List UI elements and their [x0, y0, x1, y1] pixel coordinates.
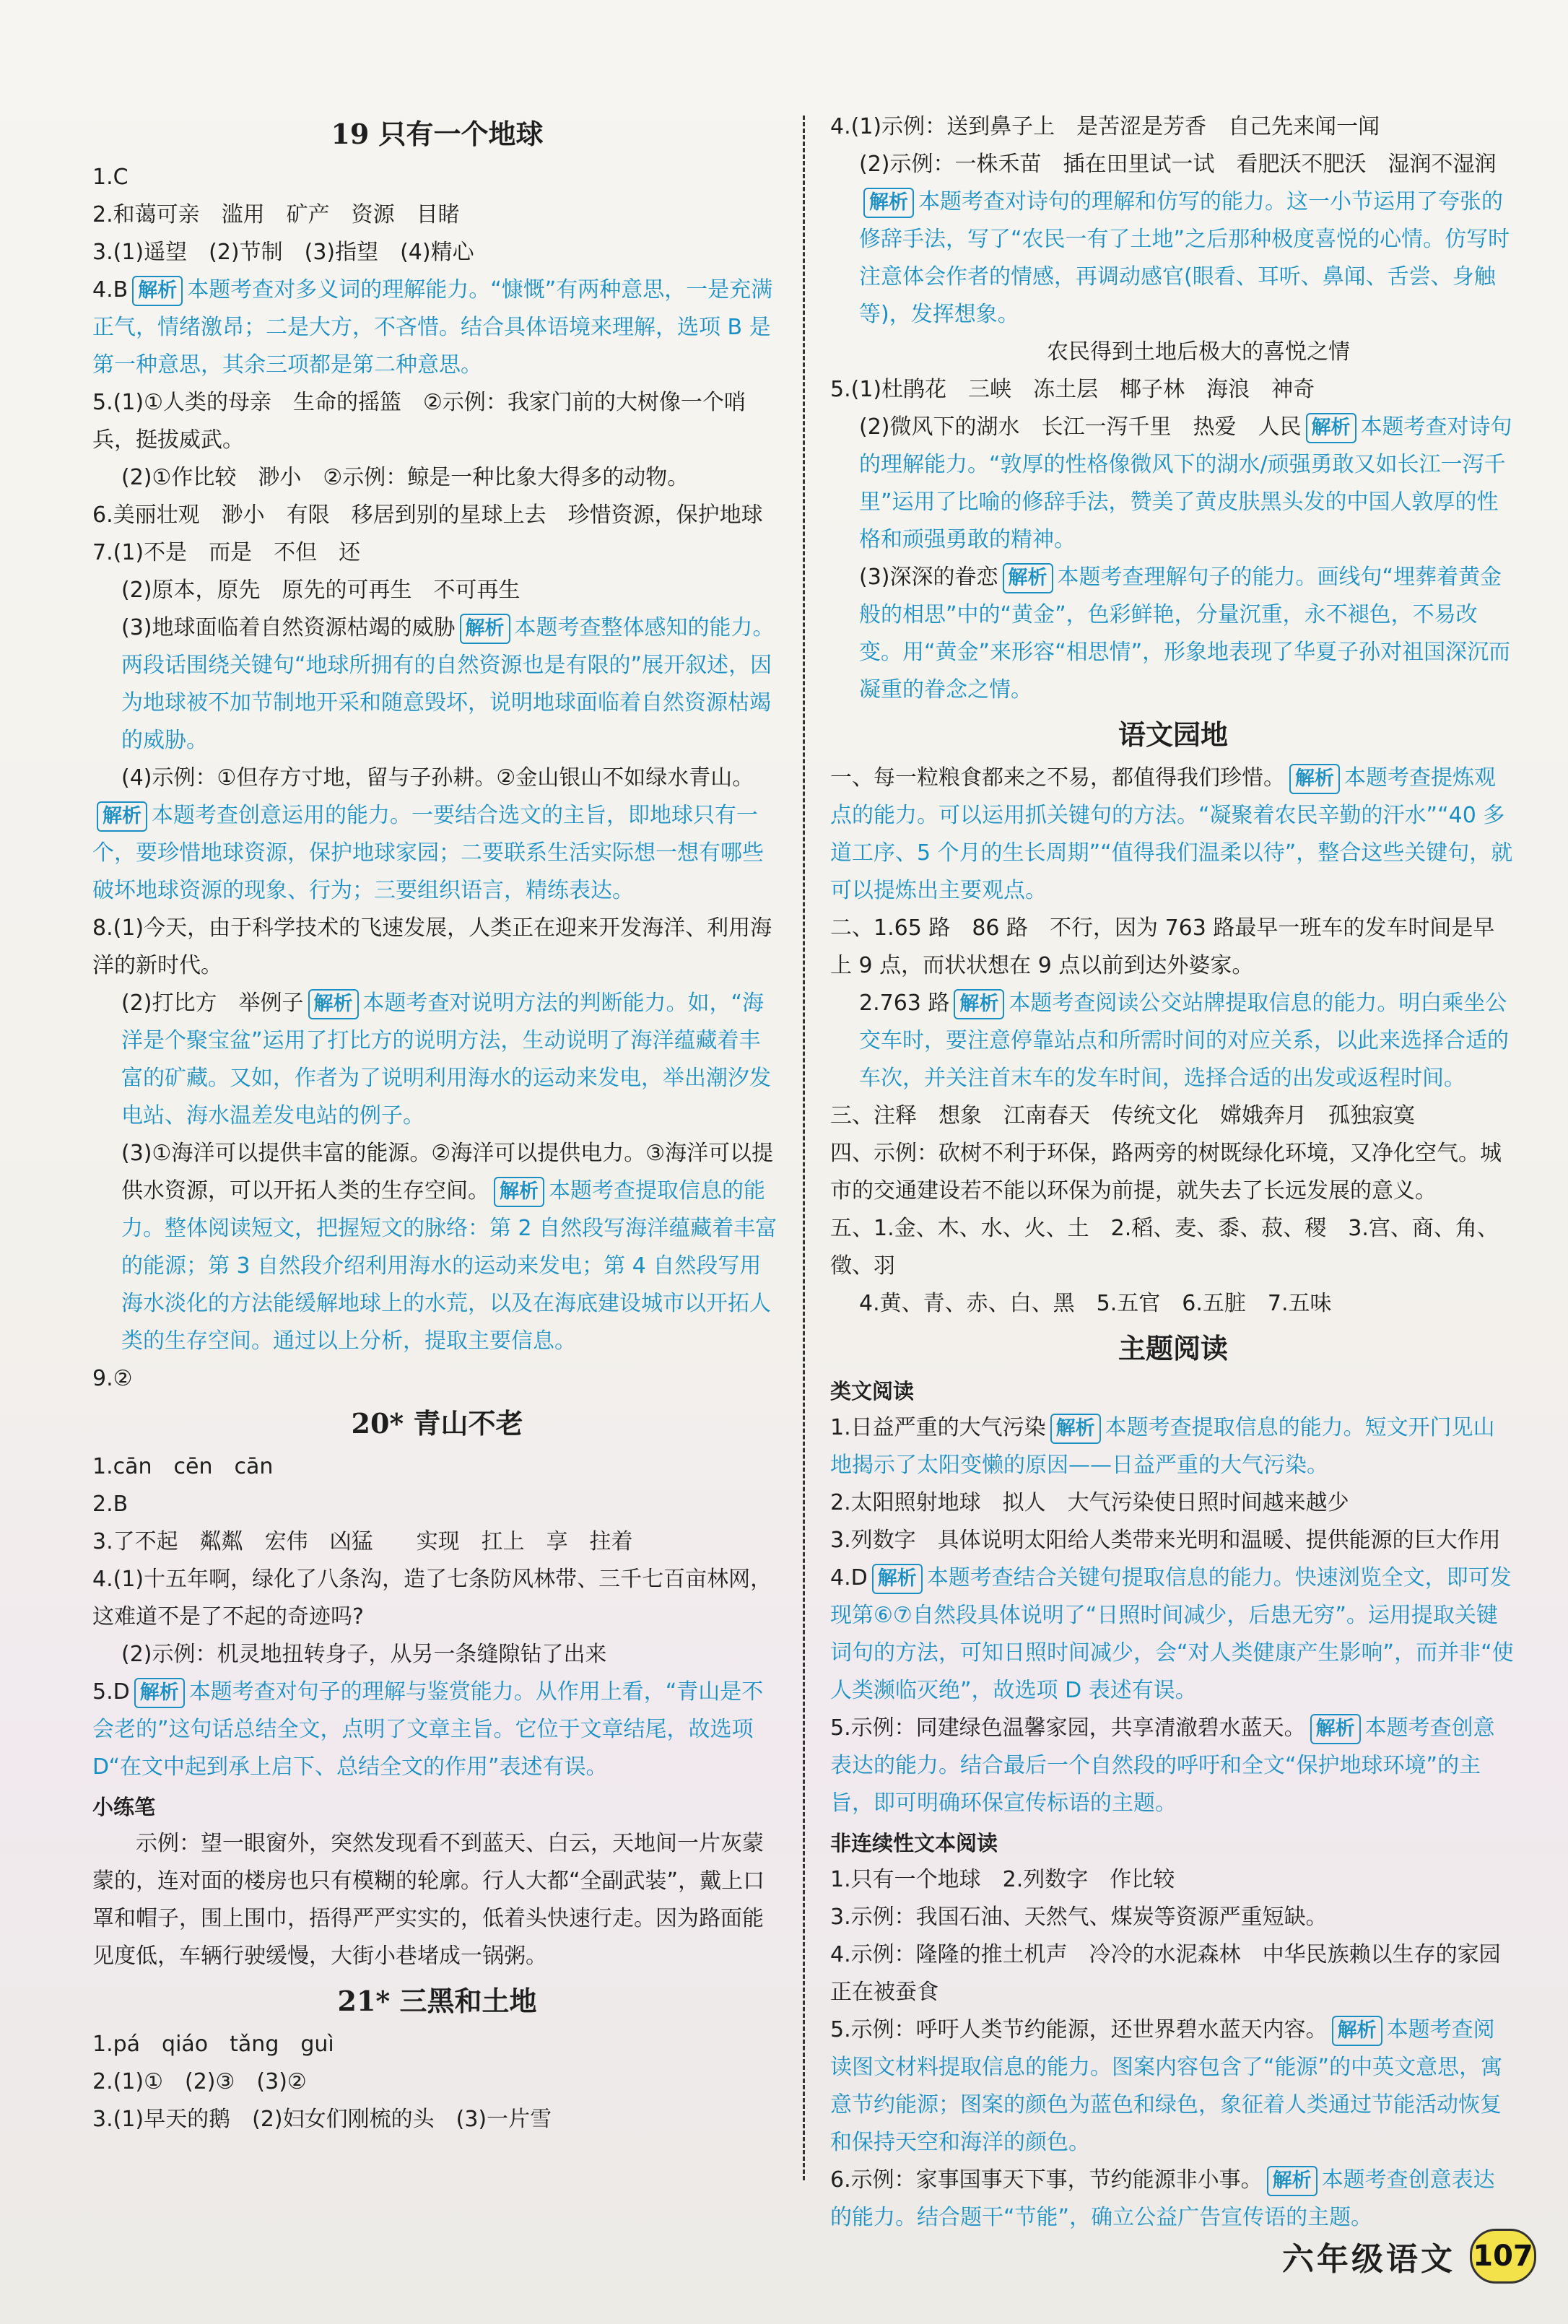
answer-text: 8.(1)今天，由于科学技术的飞速发展，人类正在迎来开发海洋、利用海洋的新时代。 [92, 915, 772, 978]
answer-item [92, 384, 782, 459]
answer-item [830, 108, 1516, 146]
answer-item [92, 2101, 782, 2138]
analysis-tag: 解析 [1306, 413, 1356, 443]
section-title-19: 19 只有一个地球 [331, 118, 544, 150]
answer-item [92, 609, 782, 760]
answer-item [830, 1285, 1516, 1323]
analysis-tag: 解析 [97, 801, 147, 832]
list-s21 [92, 2026, 782, 2138]
answer-item [830, 760, 1516, 910]
answer-item [830, 1210, 1516, 1285]
answer-item [92, 234, 782, 271]
answer-text: 5.示例：同建绿色温馨家园，共享清澈碧水蓝天。 [830, 1715, 1306, 1741]
answer-text: 2.和蔼可亲 滥用 矿产 资源 目睹 [92, 202, 460, 227]
answer-item [830, 985, 1516, 1097]
category-title-2: 非连续性文本阅读 [830, 1831, 998, 1855]
answer-text: 3.(1)早天的鹅 (2)妇女们刚梳的头 (3)一片雪 [92, 2107, 552, 2132]
analysis-text: 本题考查创意运用的能力。一要结合选文的主旨，即地球只有一个，要珍惜地球资源，保护地球家园；二要联系生活实际想一想有哪些破坏地球资源的现象、行为；三要组织语言，精练表达。 [92, 803, 764, 903]
answer-text: 1.只有一个地球 2.列数字 作比较 [830, 1867, 1175, 1892]
answer-item [92, 760, 782, 797]
answer-item [92, 1523, 782, 1561]
answer-text: 二、1.65 路 86 路 不行，因为 763 路最早一班车的发车时间是早上 9 点，而状状想在 9 点以前到达外婆家。 [830, 915, 1495, 978]
answer-text: 9.② [92, 1366, 133, 1391]
answer-text: 3.了不起 粼粼 宏伟 凶猛 实现 扛上 享 拄着 [92, 1529, 633, 1554]
answer-text: 4.(1)十五年啊，绿化了八条沟，造了七条防风林带、三千七百亩林网，这难道不是了不起的奇迹吗? [92, 1567, 772, 1629]
answer-text: 4.B [92, 277, 129, 303]
answer-item [830, 1710, 1516, 1822]
answer-text: 1.日益严重的大气污染 [830, 1415, 1046, 1440]
answer-item [92, 1636, 782, 1674]
answer-item [92, 1674, 782, 1786]
list-s21-continued [830, 108, 1516, 709]
answer-text: (4)示例：①但存方寸地，留与子孙耕。②金山银山不如绿水青山。 [121, 765, 754, 791]
answer-item [92, 1135, 782, 1360]
answer-text: 6.示例：家事国事天下事，节约能源非小事。 [830, 2167, 1263, 2193]
answer-item [92, 1448, 782, 1486]
answer-text: 4.D [830, 1565, 868, 1590]
answer-text: 一、每一粒粮食都来之不易，都值得我们珍惜。 [830, 765, 1285, 791]
answer-item [92, 497, 782, 534]
list-s19 [92, 159, 782, 1398]
answer-text: (2)①作比较 渺小 ②示例：鲸是一种比象大得多的动物。 [121, 465, 689, 490]
answer-item [92, 1360, 782, 1398]
analysis-text: 本题考查提炼观点的能力。可以运用抓关键句的方法。“凝聚着农民辛勤的汗水”“40 多道工序、5 个月的生长周期”“值得我们温柔以待”，整合这些关键句，就可以提炼出主要观点。 [830, 765, 1513, 903]
analysis-text: 本题考查对诗句的理解和仿写的能力。这一小节运用了夸张的修辞手法，写了“农民一有了土地”之后那种极度喜悦的心情。仿写时注意体会作者的情感，再调动感官(眼看、耳听、鼻闻、舌尝、身触等)，发挥想象。 [859, 189, 1510, 327]
answer-item [92, 196, 782, 234]
answer-item [830, 1409, 1516, 1484]
answer-item [92, 1561, 782, 1636]
answer-text: (2)示例：机灵地扭转身子，从另一条缝隙钻了出来 [121, 1642, 607, 1667]
analysis-text: 本题考查阅读公交站牌提取信息的能力。明白乘坐公交车时，要注意停靠站点和所需时间的对应关系，以此来选择合适的车次，并关注首末车的发车时间，选择合适的出发或返程时间。 [859, 991, 1509, 1091]
analysis-text: 本题考查提取信息的能力。整体阅读短文，把握短文的脉络：第 2 自然段写海洋蕴藏着丰富的能源；第 3 自然段介绍利用海水的运动来发电；第 4 自然段写用海水淡化的方法能缓解地球上的水荒，以及在海底建设城市以开拓人类的生存空间。通过以上分析，提取主要信息。 [121, 1178, 778, 1354]
analysis-tag: 解析 [1310, 1714, 1361, 1744]
analysis-tag: 解析 [1003, 563, 1053, 593]
analysis-tag: 解析 [494, 1177, 544, 1207]
answer-item [92, 910, 782, 985]
answer-text: 农民得到土地后极大的喜悦之情 [1047, 339, 1350, 365]
analysis-tag: 解析 [460, 614, 510, 644]
section-title-21: 21* 三黑和土地 [337, 1985, 537, 2017]
analysis-tag: 解析 [872, 1564, 923, 1594]
answer-text: 三、注释 想象 江南春天 传统文化 嫦娥奔月 孤独寂寞 [830, 1103, 1415, 1128]
answer-text: 3.(1)遥望 (2)节制 (3)指望 (4)精心 [92, 240, 474, 265]
answer-text: 五、1.金、木、水、火、土 2.稻、麦、黍、菽、稷 3.宫、商、角、徵、羽 [830, 1216, 1499, 1279]
analysis-tag: 解析 [863, 188, 914, 218]
answer-text: 2.B [92, 1492, 129, 1517]
analysis-tag: 解析 [308, 989, 359, 1019]
analysis-tag: 解析 [1267, 2166, 1317, 2196]
analysis-tag: 解析 [1289, 764, 1340, 794]
answer-item [830, 559, 1516, 709]
answer-text: 5.(1)①人类的母亲 生命的摇篮 ②示例：我家门前的大树像一个哨兵，挺拔威武。 [92, 390, 746, 453]
analysis-text: 本题考查对多义词的理解能力。“慷慨”有两种意思，一是充满正气，情绪激昂；二是大方，不吝惜。结合具体语境来理解，选项 B 是第一种意思，其余三项都是第二种意思。 [92, 277, 773, 378]
analysis-text: 本题考查对说明方法的判断能力。如，“海洋是个聚宝盆”运用了打比方的说明方法，生动说明了海洋蕴藏着丰富的矿藏。又如，作者为了说明利用海水的运动来发电，举出潮汐发电站、海水温差发电站的例子。 [121, 991, 771, 1128]
answer-text: (3)深深的眷恋 [859, 565, 998, 590]
answer-text: 2.太阳照射地球 拟人 大气污染使日照时间越来越少 [830, 1490, 1349, 1515]
answer-text: 2.(1)① (2)③ (3)② [92, 2069, 307, 2094]
analysis-text: 本题考查创意表达的能力。结合题干“节能”，确立公益广告宣传语的主题。 [830, 2167, 1495, 2230]
analysis-tag: 解析 [1050, 1414, 1101, 1444]
analysis-tag: 解析 [954, 989, 1004, 1019]
analysis-tag: 解析 [134, 1678, 185, 1708]
left-column [92, 108, 782, 2138]
analysis-text: 本题考查理解句子的能力。画线句“埋葬着黄金般的相思”中的“黄金”，色彩鲜艳，分量沉重，永不褪色，不易改变。用“黄金”来形容“相思情”，形象地表现了华夏子孙对祖国深沉而凝重的眷念之情。 [859, 565, 1511, 702]
answer-text: (2)示例：一株禾苗 插在田里试一试 看肥沃不肥沃 湿润不湿润 [859, 152, 1497, 177]
answer-text: (2)原本，原先 原先的可再生 不可再生 [121, 578, 521, 603]
analysis-text: 本题考查阅读图文材料提取信息的能力。图案内容包含了“能源”的中英文意思，寓意节约能源；图案的颜色为蓝色和绿色，象征着人类通过节能活动恢复和保持天空和海洋的颜色。 [830, 2017, 1503, 2155]
answer-text: 4.(1)示例：送到鼻子上 是苦涩是芳香 自己先来闻一闻 [830, 114, 1380, 139]
answer-item [830, 1936, 1516, 2011]
answer-text: 3.示例：我国石油、天然气、煤炭等资源严重短缺。 [830, 1905, 1328, 1930]
answer-item [830, 334, 1516, 371]
answer-item [92, 2026, 782, 2063]
answer-text: (2)打比方 举例子 [121, 991, 304, 1016]
page-number-badge: 107 [1470, 2229, 1536, 2284]
answer-item [830, 2162, 1516, 2237]
answer-item [830, 1097, 1516, 1135]
answer-text: (2)微风下的湖水 长江一泻千里 热爱 人民 [859, 414, 1302, 440]
list-cat2 [830, 1861, 1516, 2237]
answer-item [830, 1522, 1516, 1559]
answer-text: 4.示例：隆隆的推土机声 冷冷的水泥森林 中华民族赖以生存的家园正在被蚕食 [830, 1942, 1501, 2005]
list-garden [830, 760, 1516, 1323]
answer-text: 四、示例：砍树不利于环保，路两旁的树既绿化环境，又净化空气。城市的交通建设若不能以环保为前提，就失去了长远发展的意义。 [830, 1141, 1502, 1204]
answer-text: 7.(1)不是 而是 不但 还 [92, 540, 361, 565]
list-s20 [92, 1448, 782, 1786]
analysis-tag: 解析 [1332, 2016, 1382, 2046]
section-title-theme: 主题阅读 [1118, 1332, 1228, 1365]
column-divider [803, 116, 805, 2180]
answer-item [92, 985, 782, 1135]
answer-text: 3.列数字 具体说明太阳给人类带来光明和温暖、提供能源的巨大作用 [830, 1528, 1501, 1553]
section-title-garden: 语文园地 [1118, 718, 1228, 751]
answer-item [92, 159, 782, 196]
answer-item [92, 1486, 782, 1523]
answer-item [830, 1135, 1516, 1210]
answer-text: 6.美丽壮观 渺小 有限 移居到别的星球上去 珍惜资源，保护地球 [92, 502, 763, 528]
analysis-text: 本题考查对诗句的理解能力。“敦厚的性格像微风下的湖水/顽强勇敢又如长江一泻千里”运用了比喻的修辞手法，赞美了黄皮肤黑头发的中国人敦厚的性格和顽强勇敢的精神。 [859, 414, 1512, 552]
page-footer [1282, 2229, 1536, 2284]
practice-text: 示例：望一眼窗外，突然发现看不到蓝天、白云，天地间一片灰蒙蒙的，连对面的楼房也只有模糊的轮廓。行人大都“全副武装”，戴上口罩和帽子，围上围巾，捂得严严实实的，低着头快速行走。因为路面能见度低，车辆行驶缓慢，大街小巷堵成一锅粥。 [92, 1831, 765, 1969]
section-title-20: 20* 青山不老 [351, 1407, 523, 1440]
answer-item [92, 572, 782, 609]
analysis-text: 本题考查提取信息的能力。短文开门见山地揭示了太阳变懒的原因——日益严重的大气污染。 [830, 1415, 1495, 1478]
answer-item [92, 271, 782, 384]
answer-text: 1.C [92, 165, 129, 190]
answer-item [830, 2011, 1516, 2162]
answer-text: 4.黄、青、赤、白、黑 5.五官 6.五脏 7.五味 [859, 1291, 1332, 1316]
analysis-text: 本题考查整体感知的能力。两段话围绕关键句“地球所拥有的自然资源也是有限的”展开叙述，因为地球被不加节制地开采和随意毁坏，说明地球面临着自然资源枯竭的威胁。 [121, 615, 775, 753]
answer-text: 2.763 路 [859, 991, 950, 1016]
category-title-1: 类文阅读 [830, 1379, 915, 1403]
answer-item [830, 146, 1516, 334]
practice-title: 小练笔 [92, 1795, 156, 1819]
answer-text: (3)地球面临着自然资源枯竭的威胁 [121, 615, 456, 640]
grade-subject-label: 六年级语文 [1282, 2241, 1455, 2278]
answer-item [92, 534, 782, 572]
answer-item [92, 459, 782, 497]
answer-item [830, 1559, 1516, 1710]
answer-text: 5.(1)杜鹃花 三峡 冻土层 椰子林 海浪 神奇 [830, 377, 1315, 402]
answer-item [92, 797, 782, 910]
analysis-text: 本题考查创意表达的能力。结合最后一个自然段的呼吁和全文“保护地球环境”的主旨，即可明确环保宣传标语的主题。 [830, 1715, 1495, 1816]
answer-item [830, 910, 1516, 985]
answer-item [830, 1484, 1516, 1522]
answer-item [830, 1899, 1516, 1936]
analysis-text: 本题考查结合关键句提取信息的能力。快速浏览全文，即可发现第⑥⑦自然段具体说明了“日照时间减少，后患无穷”。运用提取关键词句的方法，可知日照时间减少，会“对人类健康产生影响”，而并非“使人类濒临灭绝”，故选项 D 表述有误。 [830, 1565, 1514, 1703]
analysis-tag: 解析 [132, 276, 183, 306]
answer-item [92, 2063, 782, 2101]
answer-text: 1.cān cēn cān [92, 1454, 274, 1479]
answer-item [830, 1861, 1516, 1899]
answer-text: 1.pá qiáo tǎng guì [92, 2032, 334, 2057]
answer-text: (3)①海洋可以提供丰富的能源。②海洋可以提供电力。③海洋可以提供水资源，可以开拓人类的生存空间。 [121, 1141, 774, 1204]
list-cat1 [830, 1409, 1516, 1822]
answer-text: 5.示例：呼吁人类节约能源，还世界碧水蓝天内容。 [830, 2017, 1328, 2042]
answer-text: 5.D [92, 1679, 130, 1705]
analysis-text: 本题考查对句子的理解与鉴赏能力。从作用上看，“青山是不会老的”这句话总结全文，点明了文章主旨。它位于文章结尾，故选项 D“在文中起到承上启下、总结全文的作用”表述有误。 [92, 1679, 764, 1780]
answer-item [830, 371, 1516, 409]
right-column [830, 108, 1516, 2237]
answer-item [830, 409, 1516, 559]
